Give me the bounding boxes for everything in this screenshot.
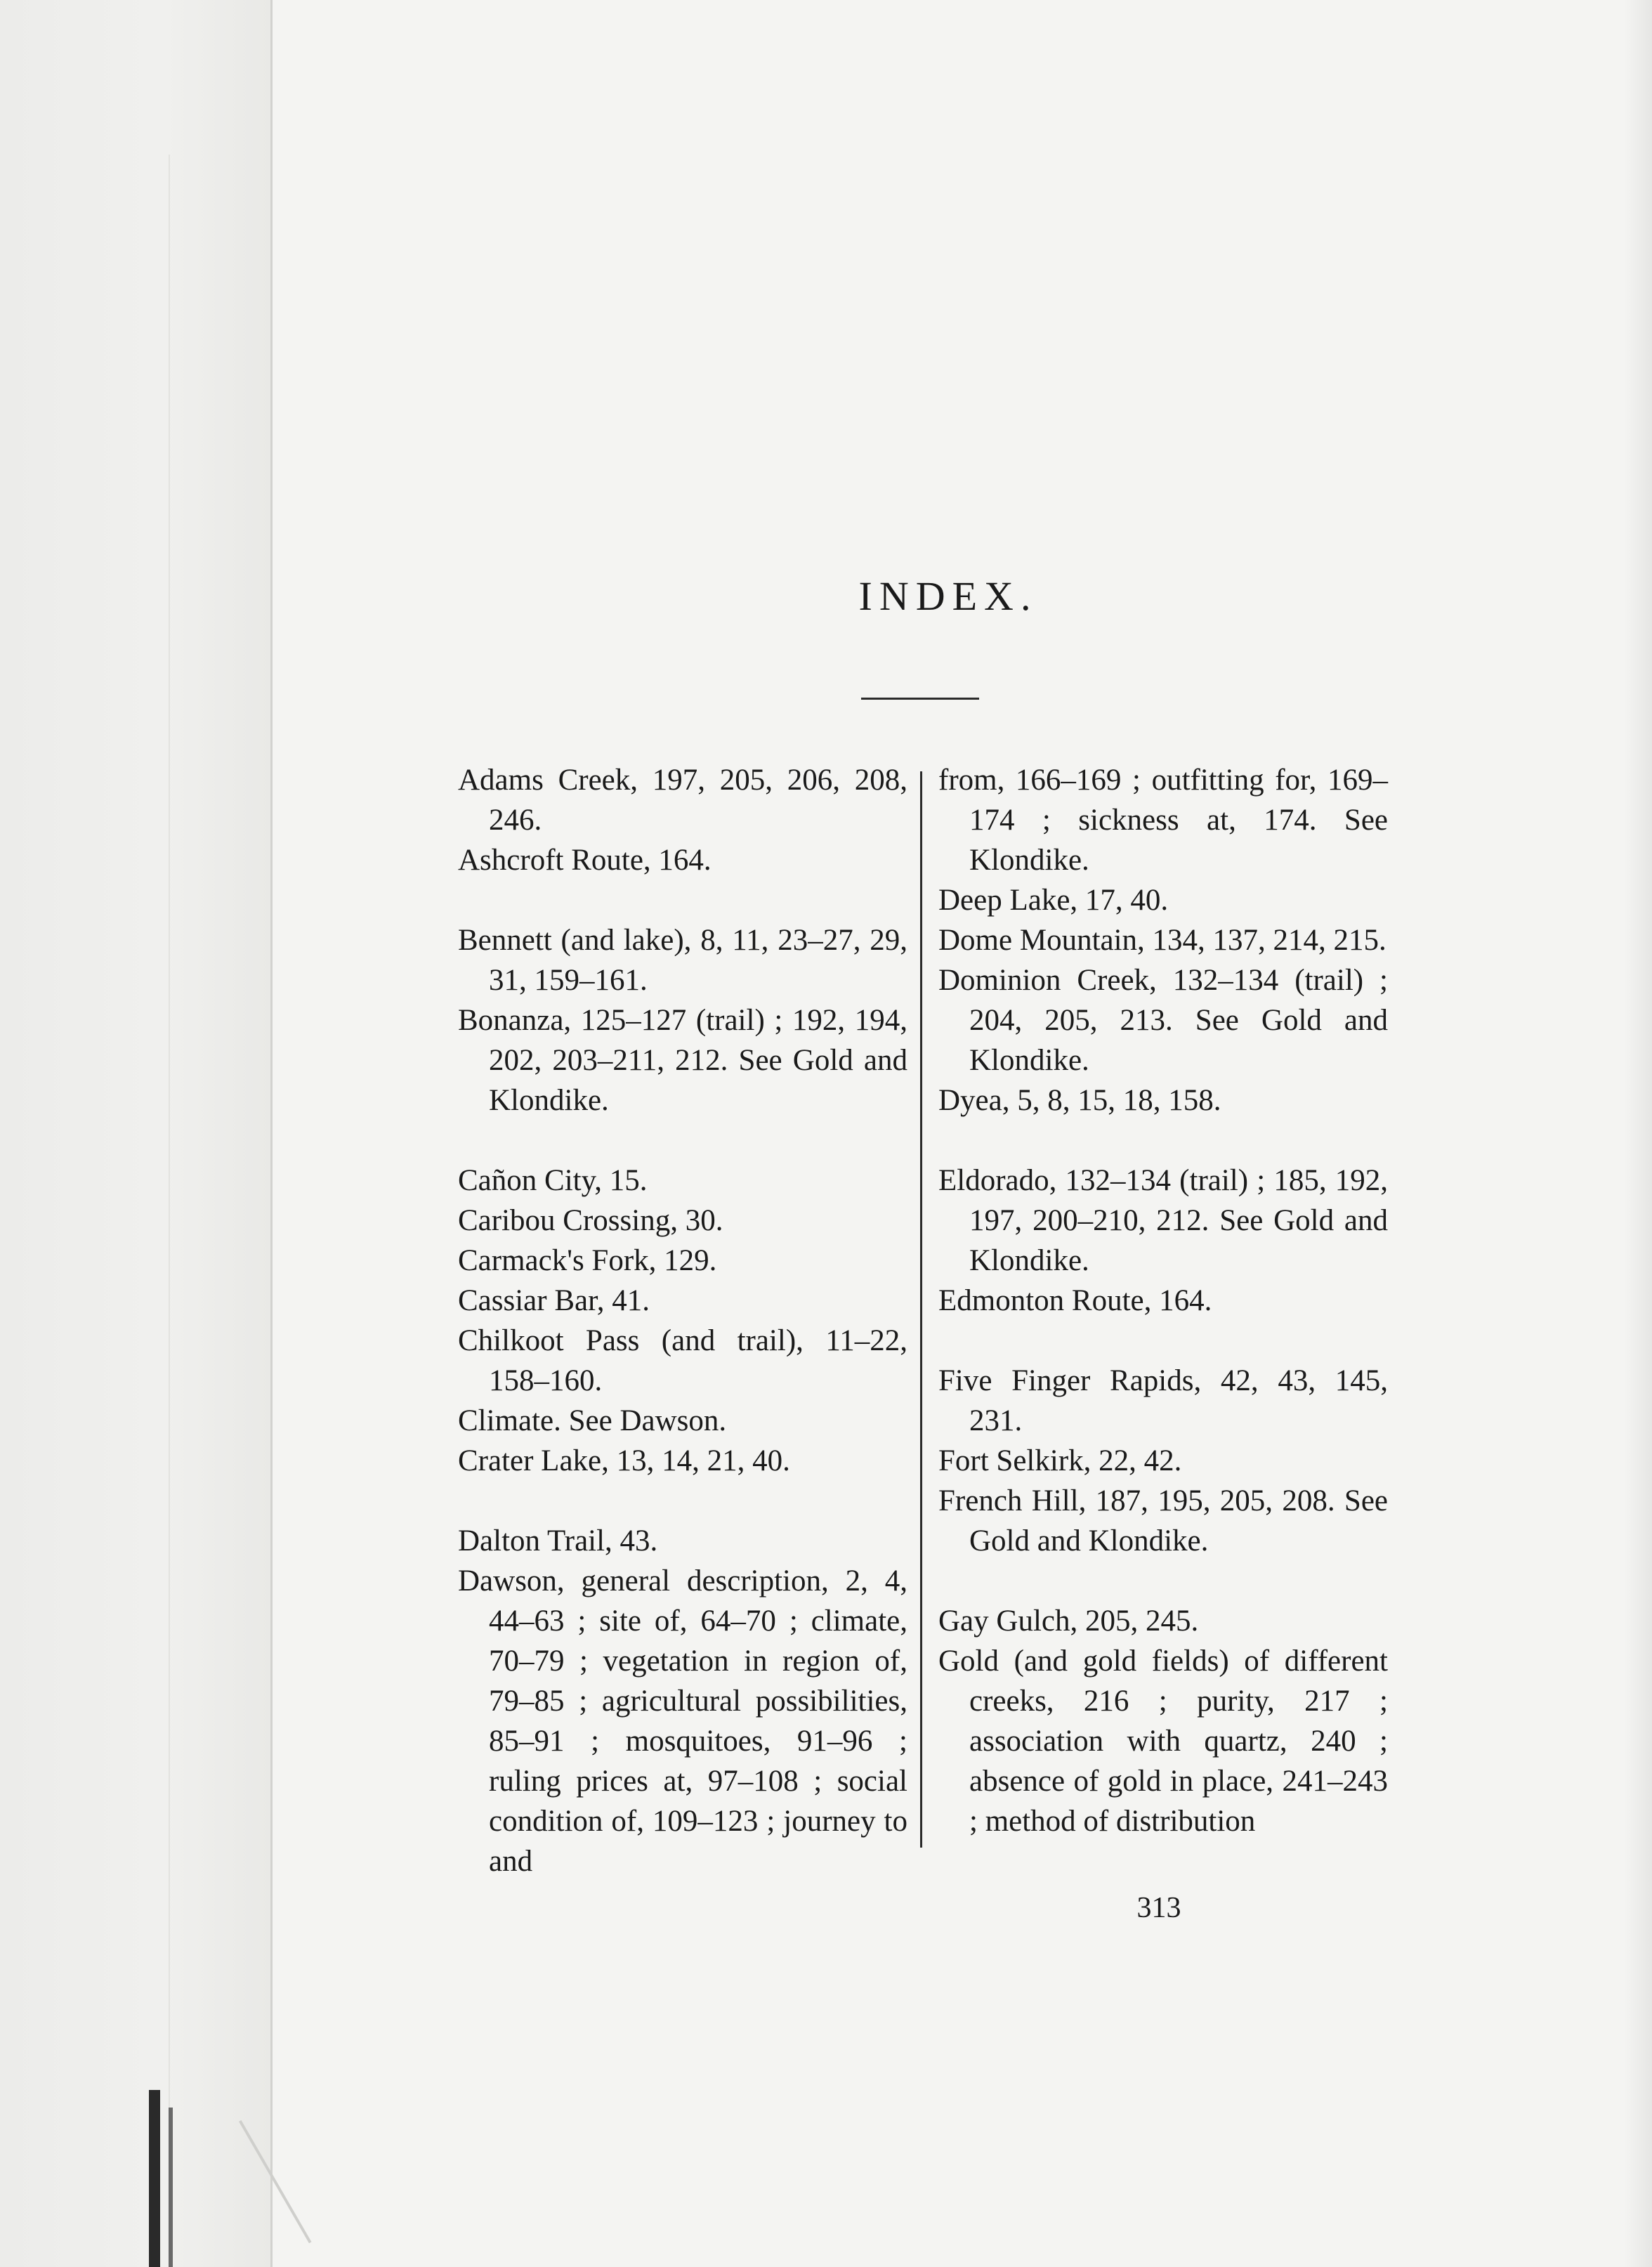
index-entry: Carmack's Fork, 129. [458,1244,717,1277]
group-spacer [938,1121,1388,1161]
page-title: INDEX. [858,573,1038,619]
page-edge [270,0,273,2267]
index-group-d [458,1521,907,1881]
index-entry: Bonanza, 125–127 (trail) ; 192, 194, 202, 203–211, 212. See Gold and Klondike. [458,1004,907,1117]
index-group-a [458,760,907,880]
index-group-g [938,1601,1388,1841]
index-entry: Adams Creek, 197, 205, 206, 208, 246. [458,764,907,837]
title-rule [861,698,979,700]
column-divider [920,771,922,1848]
page-right-shadow [1624,0,1652,2267]
binding-mark-secondary [169,2108,173,2267]
index-entry: Edmonton Route, 164. [938,1284,1212,1317]
index-entry: Cassiar Bar, 41. [458,1284,650,1317]
index-entry: Climate. See Dawson. [458,1404,727,1437]
index-entry: Five Finger Rapids, 42, 43, 145, 231. [938,1364,1388,1437]
index-entry: Eldorado, 132–134 (trail) ; 185, 192, 197, 200–210, 212. See Gold and Klondike. [938,1164,1388,1277]
index-group-c [458,1161,907,1481]
group-spacer [458,880,907,920]
index-entry: Dominion Creek, 132–134 (trail) ; 204, 205, 213. See Gold and Klondike. [938,964,1388,1077]
index-column-left [458,760,907,1881]
index-entry: from, 166–169 ; outfitting for, 169–174 ; sickness at, 174. See Klondike. [938,764,1388,877]
index-entry: Gold (and gold fields) of different creeks, 216 ; purity, 217 ; association with quartz, 240 ; absence of gold in place, 241–243 ; method of distribution [938,1645,1388,1838]
index-entry: Cañon City, 15. [458,1164,648,1197]
index-entry: French Hill, 187, 195, 205, 208. See Gold and Klondike. [938,1484,1388,1557]
index-entry: Ashcroft Route, 164. [458,844,712,877]
scan-inner-strip [21,155,170,2122]
index-column-right [938,760,1388,1841]
index-entry: Gay Gulch, 205, 245. [938,1605,1199,1638]
index-entry: Crater Lake, 13, 14, 21, 40. [458,1444,790,1477]
group-spacer [938,1561,1388,1601]
index-entry: Bennett (and lake), 8, 11, 23–27, 29, 31, 159–161. [458,924,907,997]
index-entry: Fort Selkirk, 22, 42. [938,1444,1182,1477]
group-spacer [458,1121,907,1161]
group-spacer [458,1481,907,1521]
binding-mark [149,2090,160,2267]
index-entry: Dyea, 5, 8, 15, 18, 158. [938,1084,1221,1117]
index-entry: Dawson, general description, 2, 4, 44–63 ; site of, 64–70 ; climate, 70–79 ; vegetation in region of, 79–85 ; agricultural possibilities, 85–91 ; mosquitoes, 91–96 ; ruling prices at, 97–108 ; social condition of, 109–123 ; journey to and [458,1564,907,1878]
page-number: 313 [1136,1892,1181,1924]
index-group-d-continued [938,760,1388,1121]
group-spacer [938,1321,1388,1361]
index-entry: Caribou Crossing, 30. [458,1204,723,1237]
index-group-f [938,1361,1388,1561]
index-entry: Dalton Trail, 43. [458,1524,658,1557]
index-entry: Chilkoot Pass (and trail), 11–22, 158–160. [458,1324,907,1397]
index-group-e [938,1161,1388,1321]
index-group-b [458,920,907,1121]
index-entry: Deep Lake, 17, 40. [938,884,1169,917]
index-entry: Dome Mountain, 134, 137, 214, 215. [938,924,1386,957]
